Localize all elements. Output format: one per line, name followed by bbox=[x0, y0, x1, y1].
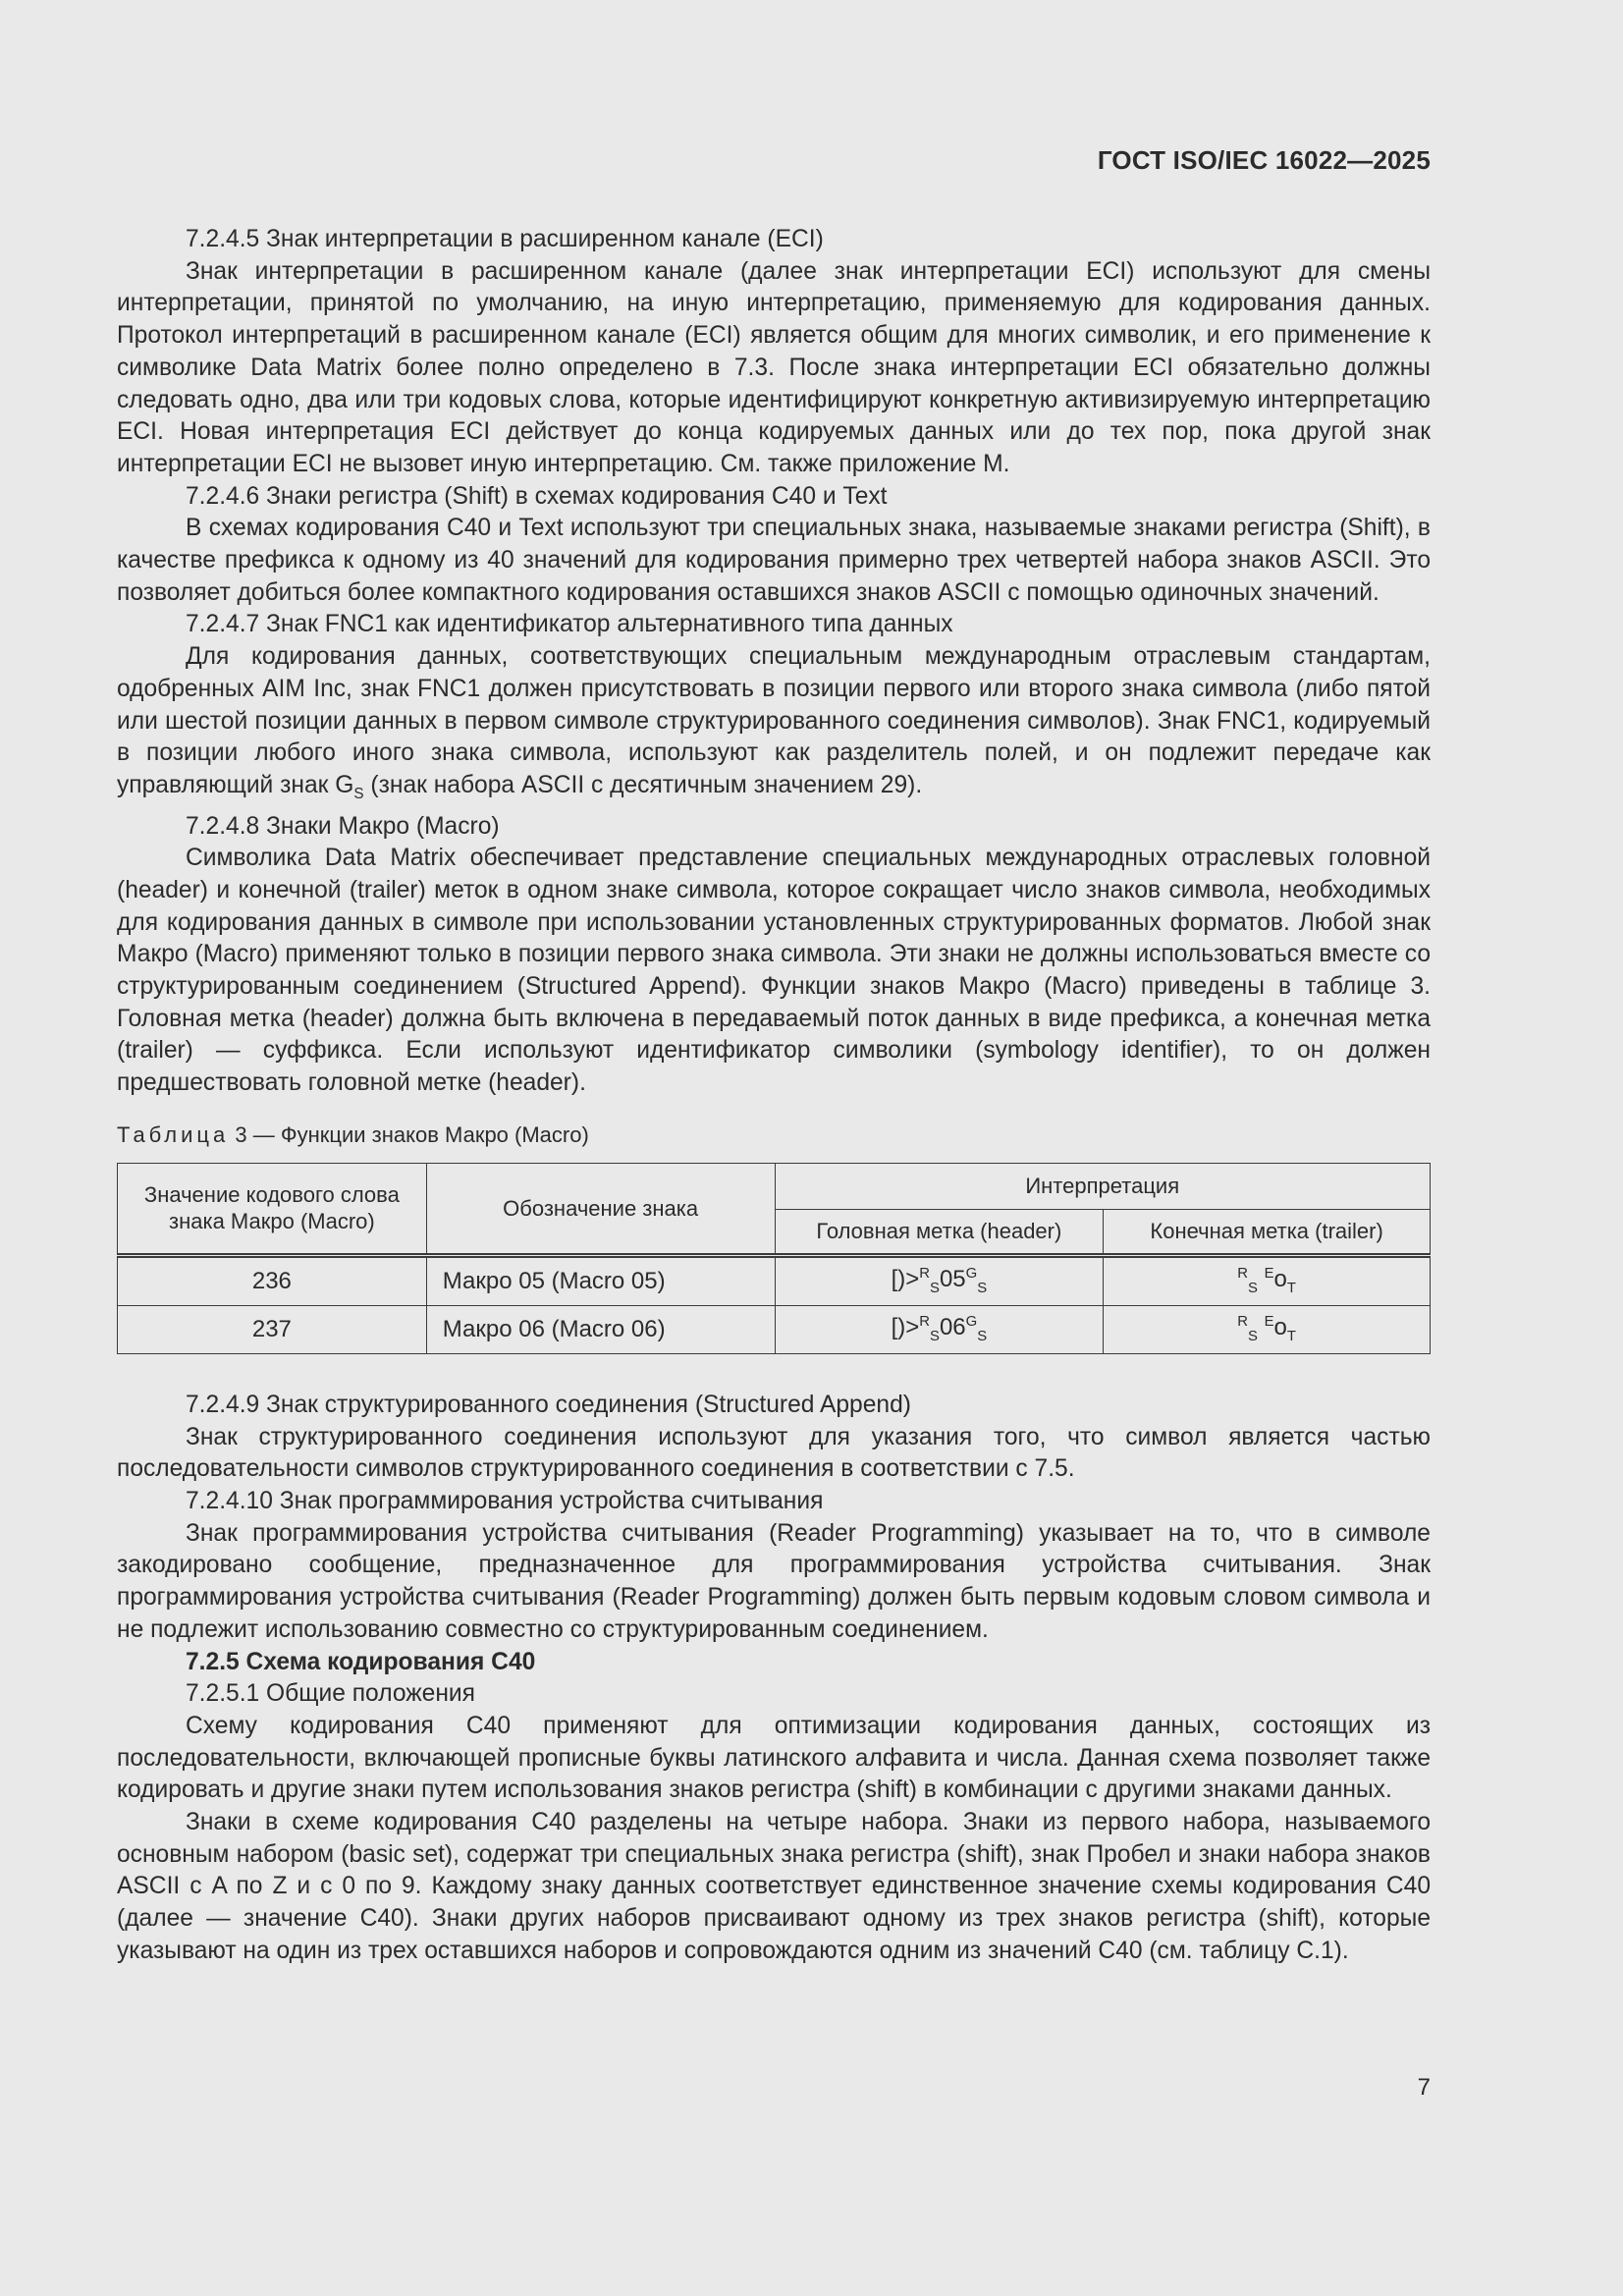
page-content bbox=[117, 224, 1431, 1968]
col-header-trailer-label: Конечная метка (trailer) bbox=[1104, 1209, 1431, 1255]
section-heading: 7.2.4.7 Знак FNC1 как идентификатор альтернативного типа данных bbox=[186, 611, 953, 638]
section-heading: 7.2.5 Схема кодирования C40 bbox=[186, 1648, 536, 1675]
standard-header: ГОСТ ISO/IEC 16022—2025 bbox=[1097, 145, 1431, 175]
body-paragraph: Знак программирования устройства считывания (Reader Programming) указывает на то, что в символе закодировано сообщение, предназначенное для программирования устройства считывания. Знак программирования устройства считывания (Reader Programming) должен быть первым кодовым словом символа и не подлежит использованию совместно со структурированным соединением. bbox=[117, 1519, 1431, 1643]
body-paragraph: Знаки в схеме кодирования C40 разделены на четыре набора. Знаки из первого набора, называемого основным набором (basic set), содержат три специальных знака регистра (shift), знак Пробел и знаки набора знаков ASCII с A по Z и с 0 по 9. Каждому знаку данных соответствует единственное значение схемы кодирования C40 (далее — значение C40). Знаки других наборов присваивают одному из трех знаков регистра (shift), которые указывают на один из трех оставшихся наборов и сопровождаются одним из значений C40 (см. таблицу C.1). bbox=[117, 1809, 1431, 1964]
section-heading: 7.2.4.6 Знаки регистра (Shift) в схемах кодирования C40 и Text bbox=[186, 482, 888, 510]
body-paragraph: Знак структурированного соединения используют для указания того, что символ является частью последовательности символов структурированного соединения в соответствии с 7.5. bbox=[117, 1423, 1431, 1483]
section-heading: 7.2.4.9 Знак структурированного соединения (Structured Append) bbox=[186, 1391, 911, 1418]
col-header-designation: Обозначение знака bbox=[426, 1163, 775, 1255]
designation-cell: Макро 06 (Macro 06) bbox=[426, 1305, 775, 1353]
header-cell: $[)>^R_S06^G_S$ bbox=[775, 1305, 1104, 1353]
header-cell: $[)>^R_S05^G_S$ bbox=[775, 1255, 1104, 1305]
macro-functions-table bbox=[117, 1163, 1431, 1354]
body-paragraph: Символика Data Matrix обеспечивает представление специальных международных отраслевых головной (header) и конечной (trailer) меток в одном знаке символа, которое сокращает число знаков символа, необходимых для кодирования данных в символе при использовании установленных структурированных форматов. Любой знак Макро (Macro) применяют только в позиции первого знака символа. Эти знаки не должны использоваться вместе со структурированным соединением (Structured Append). Функции знаков Макро (Macro) приведены в таблице 3. Головная метка (header) должна быть включена в передаваемый поток данных в виде префикса, а конечная метка (trailer) — суффикса. Если используют идентификатор символики (symbology identifier), то он должен предшествовать головной метке (header). bbox=[117, 845, 1431, 1097]
col-header-codeword: Значение кодового слова знака Макро (Macro) bbox=[118, 1163, 427, 1255]
paragraph-group bbox=[117, 1390, 1431, 1968]
codeword-cell: 236 bbox=[118, 1255, 427, 1305]
fnc1-paragraph: Для кодирования данных, соответствующих специальным международным отраслевым стандартам, одобренных AIM Inc, знак FNC1 должен присутствовать в позиции первого или второго знака символа (либо пятой или шестой позиции данных в первом символе структурированного соединения символов). Знак FNC1, кодируемый в позиции любого иного знака символа, используют как разделитель полей, и он подлежит передаче как управляющий знак $G_S$ (знак набора ASCII с десятичным значением 29). bbox=[117, 643, 1431, 802]
body-paragraph: Знак интерпретации в расширенном канале (далее знак интерпретации ECI) используют для смены интерпретации, принятой по умолчанию, на иную интерпретацию, применяемую для кодирования данных. Протокол интерпретаций в расширенном канале (ECI) является общим для многих символик, и его применение к символике Data Matrix более полно определено в 7.3. После знака интерпретации ECI обязательно должны следовать одно, два или три кодовых слова, которые идентифицируют конкретную активизируемую интерпретацию ECI. Новая интерпретация ECI действует до конца кодируемых данных или до тех пор, пока другой знак интерпретации ECI не вызовет иную интерпретацию. См. также приложение М. bbox=[117, 257, 1431, 477]
section-heading: 7.2.4.8 Знаки Макро (Macro) bbox=[186, 812, 500, 840]
trailer-cell: $^R_S$ $^Eo_T$ bbox=[1104, 1305, 1431, 1353]
body-paragraph: В схемах кодирования C40 и Text используют три специальных знака, называемые знаками регистра (Shift), в качестве префикса к одному из 40 значений для кодирования примерно трех четвертей набора знаков ASCII. Это позволяет добиться более компактного кодирования оставшихся знаков ASCII с помощью одиночных значений. bbox=[117, 515, 1431, 606]
body-paragraph: Схему кодирования C40 применяют для оптимизации кодирования данных, состоящих из последовательности, включающей прописные буквы латинского алфавита и числа. Данная схема позволяет также кодировать и другие знаки путем использования знаков регистра (shift) в комбинации с другими знаками данных. bbox=[117, 1712, 1431, 1804]
table-caption: Таблица 3 — Функции знаков Макро (Macro) bbox=[117, 1121, 589, 1147]
table-row bbox=[118, 1255, 1431, 1305]
paragraph-group bbox=[117, 811, 1431, 1100]
page-number: 7 bbox=[1417, 2074, 1431, 2101]
paragraph-group bbox=[117, 224, 1431, 641]
section-heading: 7.2.4.5 Знак интерпретации в расширенном канале (ECI) bbox=[186, 226, 824, 252]
section-heading: 7.2.5.1 Общие положения bbox=[186, 1680, 475, 1708]
col-header-header-label: Головная метка (header) bbox=[775, 1209, 1104, 1255]
designation-cell: Макро 05 (Macro 05) bbox=[426, 1255, 775, 1305]
trailer-cell: $^R_S$ $^Eo_T$ bbox=[1104, 1255, 1431, 1305]
section-heading: 7.2.4.10 Знак программирования устройства считывания bbox=[186, 1488, 824, 1514]
table-row bbox=[118, 1305, 1431, 1353]
codeword-cell: 237 bbox=[118, 1305, 427, 1353]
col-header-interpretation: Интерпретация bbox=[775, 1163, 1431, 1209]
